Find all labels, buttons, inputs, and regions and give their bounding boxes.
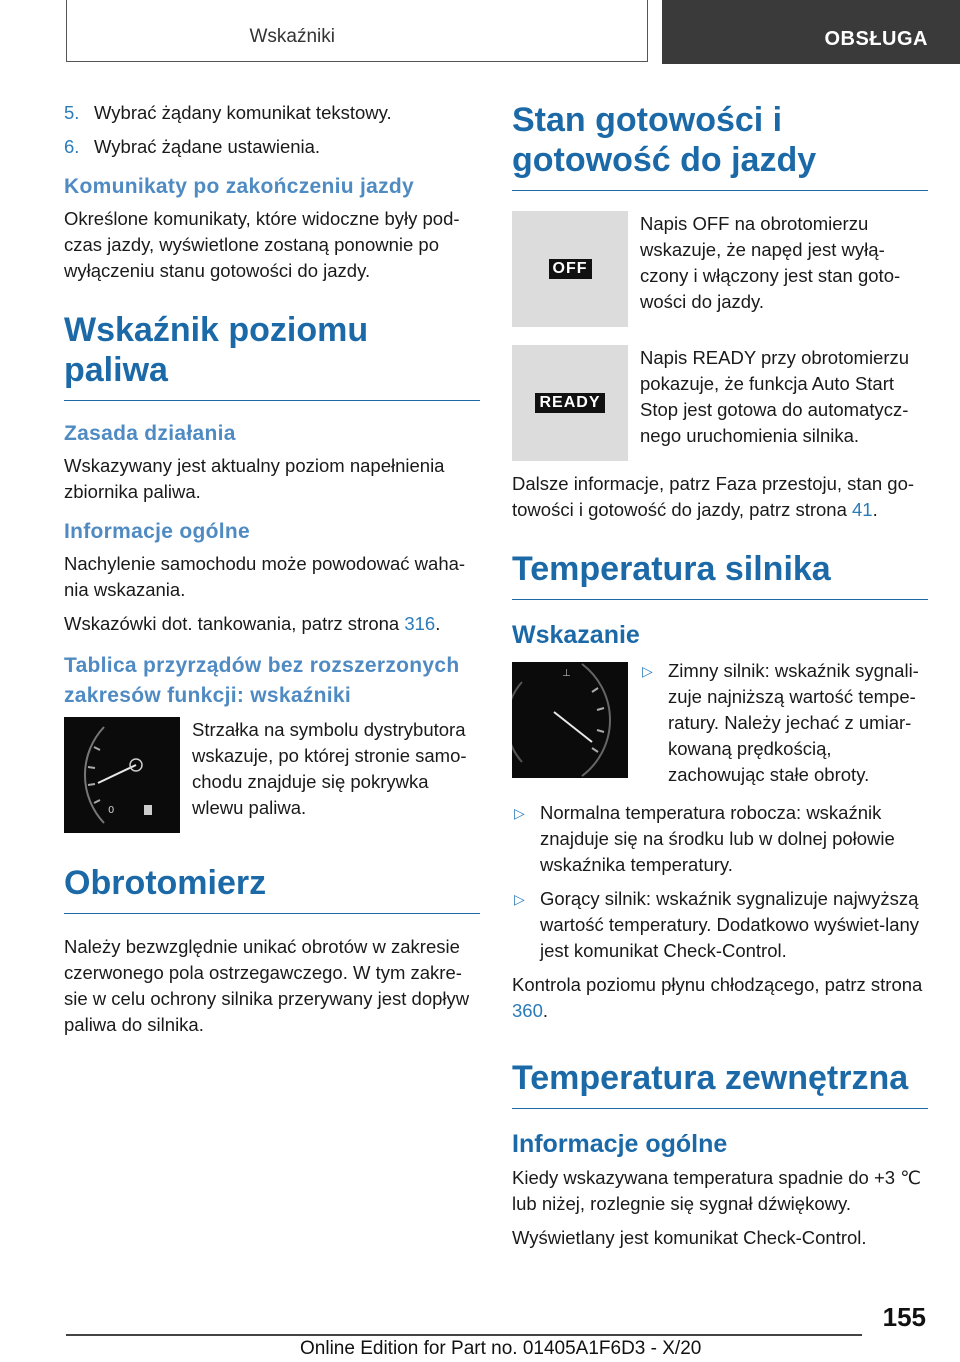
outside-temp-title: Temperatura zewnętrzna [512, 1058, 928, 1109]
svg-text:0: 0 [108, 805, 115, 816]
temp-figure-row [512, 662, 928, 796]
coolant-text: Kontrola poziomu płynu chłodzącego, patrz strona [512, 974, 923, 995]
triangle-bullet-icon: ▷ [514, 805, 525, 821]
ready-text: Napis READY przy obrotomierzu pokazuje, że funkcja Auto Start Stop jest gotowa do automatycz-nego uruchomienia silnika. [640, 347, 910, 446]
svg-text:⊥: ⊥ [562, 668, 571, 679]
fuel-gauge-title: Wskaźnik poziomu paliwa [64, 310, 480, 401]
footer-divider [66, 1334, 862, 1336]
coolant-page-link[interactable]: 360 [512, 1000, 543, 1021]
display-heading: Wskazanie [512, 621, 640, 649]
ready-figure-row [512, 345, 928, 461]
ready-indicator-image [512, 345, 628, 461]
ready-state-title: Stan gotowości i gotowość do jazdy [512, 100, 928, 191]
section-title: Wskaźniki [249, 26, 335, 47]
refuel-end: . [435, 613, 441, 634]
temperature-gauge-image [512, 662, 628, 778]
step-number: 6. [64, 136, 80, 157]
chapter-tab [662, 0, 960, 64]
left-column [64, 100, 480, 1046]
after-drive-heading: Komunikaty po zakończeniu jazdy [64, 175, 415, 198]
bullet-item [640, 658, 928, 788]
ready-more-end: . [872, 499, 878, 520]
right-column [512, 100, 928, 1259]
refuel-reference [64, 611, 480, 637]
triangle-bullet-icon: ▷ [642, 663, 653, 679]
step-text: Wybrać żądane ustawienia. [94, 136, 321, 157]
after-drive-text: Określone komunikaty, które widoczne były pod-czas jazdy, wyświetlone zostaną ponownie po wyłączeniu stanu gotowości do jazdy. [64, 208, 460, 281]
edition-text: Online Edition for Part no. 01405A1F6D3 - X/20 [300, 1338, 702, 1359]
refuel-page-link[interactable]: 316 [404, 613, 436, 634]
engine-temp-title: Temperatura silnika [512, 549, 928, 600]
bullet-text: Gorący silnik: wskaźnik sygnalizuje najwyższą wartość temperatury. Dodatkowo wyświet-lany jest komunikat Check-Control. [540, 888, 920, 961]
refuel-text: Wskazówki dot. tankowania, patrz strona [64, 613, 405, 634]
coolant-reference [512, 972, 928, 1024]
step-text: Wybrać żądany komunikat tekstowy. [94, 102, 392, 123]
fuel-cluster-figure-row [64, 717, 480, 833]
cluster-heading: Tablica przyrządów bez rozszerzonych zakresów funkcji: wskaźniki [64, 654, 460, 707]
fuel-gauge-image [64, 717, 180, 833]
bullet-item [512, 800, 928, 878]
off-text: Napis OFF na obrotomierzu wskazuje, że napęd jest wyłą-czony i włączony jest stan goto-wości do jazdy. [640, 213, 901, 312]
ready-label: READY [535, 393, 604, 413]
triangle-bullet-icon: ▷ [514, 891, 525, 907]
engine-temp-bullets [512, 800, 928, 964]
cluster-text: Strzałka na symbolu dystrybutora wskazuje, po której stronie samo-chodu znajduje się pokrywka wlewu paliwa. [192, 719, 467, 818]
principle-heading: Zasada działania [64, 422, 236, 445]
page-number: 155 [882, 1302, 926, 1332]
ready-more-reference [512, 471, 928, 523]
off-figure-row [512, 211, 928, 327]
step-item [64, 100, 480, 126]
outside-temp-text-2: Wyświetlany jest komunikat Check-Control. [512, 1227, 867, 1248]
header-frame [66, 0, 648, 62]
principle-text: Wskazywany jest aktualny poziom napełnienia zbiornika paliwa. [64, 455, 445, 502]
outside-general-heading: Informacje ogólne [512, 1130, 728, 1158]
coolant-end: . [542, 1000, 549, 1021]
outside-temp-text-1: Kiedy wskazywana temperatura spadnie do +3 ℃ lub niżej, rozlegnie się sygnał dźwiękowy. [512, 1167, 921, 1214]
off-label: OFF [549, 259, 592, 279]
chapter-title: OBSŁUGA [824, 28, 928, 50]
bullet-item [512, 886, 928, 964]
tachometer-text: Należy bezwzględnie unikać obrotów w zakresie czerwonego pola ostrzegawczego. W tym zakre-sie w celu ochrony silnika przerywany jest dopływ paliwa do silnika. [64, 936, 470, 1035]
ready-page-link[interactable]: 41 [852, 499, 873, 520]
step-number: 5. [64, 102, 80, 123]
bullet-text: Normalna temperatura robocza: wskaźnik znajduje się na środku lub w dolnej połowie wskaźnika temperatury. [540, 802, 895, 875]
step-item [64, 134, 480, 160]
general-info-text: Nachylenie samochodu może powodować waha-nia wskazania. [64, 553, 466, 600]
off-indicator-image [512, 211, 628, 327]
tachometer-title: Obrotomierz [64, 863, 480, 914]
bullet-text: Zimny silnik: wskaźnik sygnali-zuje najniższą wartość tempe-ratury. Należy jechać z umiar-kowaną prędkością, zachowując stałe obroty. [668, 660, 919, 785]
general-info-heading: Informacje ogólne [64, 520, 250, 543]
ready-more-text: Dalsze informacje, patrz Faza przestoju, stan go-towości i gotowość do jazdy, patrz strona [512, 473, 915, 520]
